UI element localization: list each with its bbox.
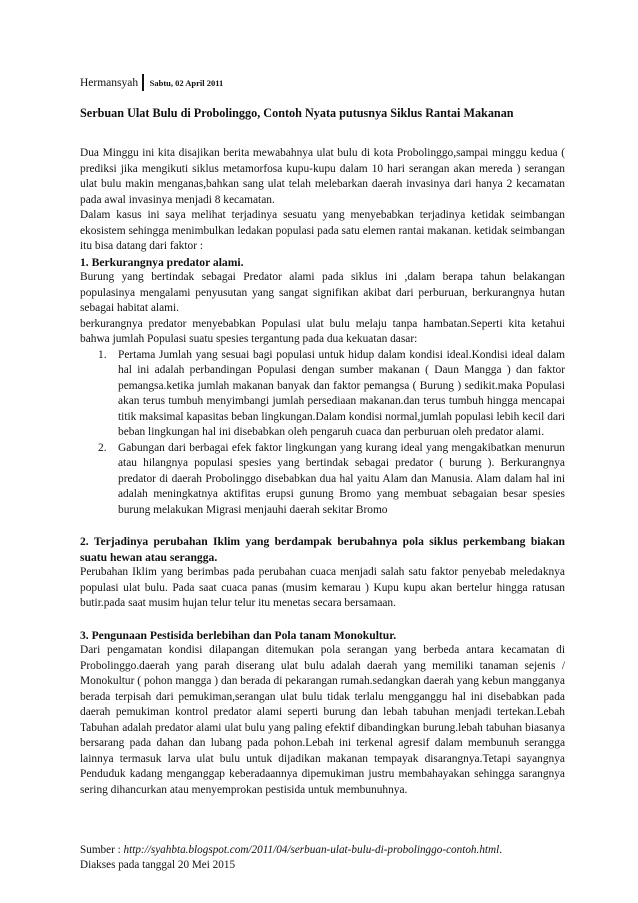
section-2-heading: 2. Terjadinya perubahan Iklim yang berdampak berubahnya pola siklus perkembang biakan suatu hewan atau serangga.: [80, 535, 565, 564]
article-body: [80, 146, 565, 798]
intro-paragraph-1: Dua Minggu ini kita disajikan berita mewabahnya ulat bulu di kota Probolinggo,sampai minggu kedua ( prediksi jika mengikuti siklus metamorfosa kupu-kupu dalam 10 hari serangan akan mereda ) serangan ulat bulu makin menganas,bahkan sang ulat telah melebarkan daerah invasinya dari hanya 2 kecamatan pada awal invasinya menjadi 8 kecamatan.: [80, 147, 565, 206]
list-item-number: 1.: [98, 348, 107, 361]
post-date: Sabtu, 02 April 2011: [149, 77, 224, 88]
section-3-heading: 3. Pengunaan Pestisida berlebihan dan Pola tanam Monokultur.: [80, 628, 397, 642]
section-spacer: [80, 518, 565, 534]
section-1-heading: 1. Berkurangnya predator alami.: [80, 255, 244, 269]
list-item-text: Pertama Jumlah yang sesuai bagi populasi untuk hidup dalam kondisi ideal.Kondisi ideal dalam hal ini adalah perbandingan Populasi dengan sumber makanan ( Daun Mangga ) dan faktor pemangsa.ketika jumlah makanan banyak dan faktor pemangsa ( Burung ) sedikit.maka Populasi akan terus tumbuh menyimbangi jumlah persediaan makanan.dan terus tumbuh hingga mencapai titik maksimal kapasitas beban lingkungan.Dalam kondisi normal,jumlah populasi lebih kecil dari beban lingkungan hal ini disebabkan oleh pengaruh cuaca dan perburuan oleh predator alami.: [118, 348, 565, 438]
source-footer: [80, 843, 565, 873]
article-title: Serbuan Ulat Bulu di Probolinggo, Contoh Nyata putusnya Siklus Rantai Makanan: [80, 106, 514, 120]
accessed-date: Diakses pada tanggal 20 Mei 2015: [80, 859, 236, 871]
source-line: [80, 843, 565, 858]
source-label: Sumber :: [80, 844, 124, 856]
header-divider: [142, 74, 144, 91]
section-1-paragraph-2: berkurangnya predator menyebabkan Populasi ulat bulu melaju tanpa hambatan.Seperti kita ketahui bahwa jumlah Populasi suatu spesies tergantung pada dua kekuatan dasar:: [80, 317, 565, 345]
section-3-paragraph-1: Dari pengamatan kondisi dilapangan ditemukan pola serangan yang berbeda antara kecamatan di Probolinggo.daerah yang parah diserang ulat bulu adalah daerah yang memiliki tanaman sejenis / Monokultur ( pohon mangga ) dan berada di pekarangan rumah.sedangkan daerah yang kebun mangganya berada terpisah dari pemukiman,serangan ulat bulu tidak terlalu mengganggu hal ini disebabkan pada daerah pemukiman kontrol predator alami seperti burung dan lebah tabuhan menjadi tertekan.Lebah Tabuhan adalah predator alami ulat bulu yang paling efektif dibandingkan burung.lebah tabuhan biasanya bersarang pada dahan dan lubang pada pohon.Lebah ini terkenal agresif dalam membunuh serangga lainnya termasuk larva ulat bulu untuk dijadikan makanan tempayak disarangnya.Tetapi sayangnya Penduduk kadang menganggap keberadaannya dipemukiman justru membahayakan sehingga sarangnya sering dihancurkan atau menyemprokan pestisida untuk membunuhnya.: [80, 644, 565, 796]
author-name: Hermansyah: [80, 76, 139, 89]
section-spacer: [80, 612, 565, 628]
list-item-number: 2.: [98, 441, 107, 454]
section-1-list: [80, 348, 565, 519]
list-item-text: Gabungan dari berbagai efek faktor lingkungan yang kurang ideal yang mengakibatkan menurun atau hilangnya populasi spesies yang bertindak sebagai predator ( burung ). Berkurangnya predator di daerah Probolinggo disebabkan dua hal yaitu Alam dan Manusia. Alam dalam hal ini adalah meningkatnya aktifitas erupsi gunung Bromo yang membuat sebagaian besar spesies burung melakukan Migrasi menjauhi daerah sekitar Bromo: [118, 441, 565, 516]
source-url: http://syahbta.blogspot.com/2011/04/serbuan-ulat-bulu-di-probolinggo-contoh.html: [123, 844, 500, 856]
post-header: [80, 74, 223, 91]
list-item: [80, 441, 565, 519]
section-2-paragraph-1: Perubahan Iklim yang berimbas pada perubahan cuaca menjadi salah satu faktor penyebab meledaknya populasi ulat bulu. Pada saat cuaca panas (musim kemarau ) Kupu kupu akan bertelur hingga ratusan butir.pada saat musim hujan telur telur itu menetas secara bersamaan.: [80, 566, 565, 609]
section-1-paragraph-1: Burung yang bertindak sebagai Predator alami pada siklus ini ,dalam berapa tahun belakangan populasinya mengalami penyusutan yang sangat signifikan akibat dari perburuan, berkurangnya hutan sebagai habitat alami.: [80, 271, 565, 314]
source-end: .: [499, 844, 502, 856]
list-item: [80, 348, 565, 441]
intro-paragraph-2: Dalam kasus ini saya melihat terjadinya sesuatu yang menyebabkan terjadinya ketidak seimbangan ekosistem sehingga menimbulkan ledakan populasi pada satu elemen rantai makanan. ketidak seimbangan itu bisa datang dari faktor :: [80, 209, 565, 252]
